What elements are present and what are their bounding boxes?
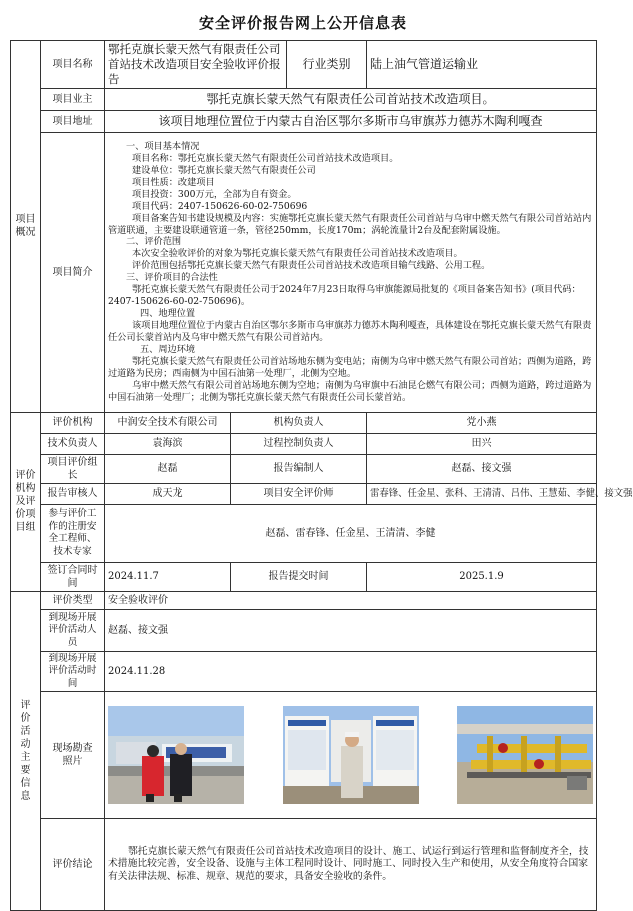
intro-line: 评价范围包括鄂托克旗长蒙天然气有限责任公司首站技术改造项目输气线路、公用工程。 <box>132 260 491 272</box>
intro-line: 项目备案告知书建设规模及内容：实施鄂托克旗长蒙天然气有限责任公司首站与乌审中燃天然气有限公司首站站内管道联通，主要建设联通管道一条，管径250mm，长度170m；涡轮流量计2台及配套附属设施。 <box>108 212 592 236</box>
intro-line: 项目性质：改建项目 <box>132 176 215 188</box>
intro-line: 乌审中燃天然气有限公司首站场地东侧为空地；南侧为乌审旗中石油昆仑燃气有限公司；西侧为道路，跨过道路为中国石油第一处理厂；北侧为鄂托克旗长蒙天然气有限责任公司长蒙首站。 <box>108 379 592 403</box>
project-intro-label: 项目简介 <box>41 132 105 412</box>
project-owner-value: 鄂托克旗长蒙天然气有限责任公司首站技术改造项目。 <box>105 88 597 110</box>
site-photos-label: 现场勘查 照片 <box>41 692 105 819</box>
process-head-label: 过程控制负责人 <box>231 433 367 454</box>
section-project-overview: 项目 概况 <box>11 41 41 413</box>
intro-line: 鄂托克旗长蒙天然气有限责任公司首站场地东侧为变电站；南侧为乌审中燃天然气有限公司首站；西侧为道路，跨过道路为民房；西南侧为中国石油第一处理厂，北侧为空地。 <box>108 355 592 379</box>
industry-value: 陆上油气管道运输业 <box>367 41 597 89</box>
site-photo-3 <box>457 706 593 804</box>
intro-line: 一、项目基本情况 <box>126 140 200 152</box>
contract-date-label: 签订合同时间 <box>41 562 105 591</box>
submit-date-value: 2025.1.9 <box>367 562 597 591</box>
project-address-value: 该项目地理位置位于内蒙古自治区鄂尔多斯市乌审旗苏力德苏木陶利嘎查 <box>105 110 597 132</box>
site-staff-value: 赵磊、接文强 <box>105 609 597 651</box>
conclusion-value: 鄂托克旗长蒙天然气有限责任公司首站技术改造项目的设计、施工、试运行到运行管理和监督制度齐全，技术措施比较完善，安全设备、设施与主体工程同时设计、同时施工、同时投入生产和使用，从安全角度符合国家有关法律法规、标准、规章、规范的要求，具备安全验收的条件。 <box>105 819 597 911</box>
section-evaluation-org: 评价 机构 及评 价项 目组 <box>11 412 41 591</box>
project-name-value: 鄂托克旗长蒙天然气有限责任公司首站技术改造项目安全验收评价报告 <box>105 41 287 89</box>
process-head-value: 田兴 <box>367 433 597 454</box>
document-title: 安全评价报告网上公开信息表 <box>198 14 407 32</box>
safety-assessors-value: 雷春锋、任金星、张科、王清清、吕伟、王慧茹、李健、接文强 <box>367 483 597 504</box>
team-leader-value: 赵磊 <box>105 454 231 483</box>
intro-line: 项目名称：鄂托克旗长蒙天然气有限责任公司首站技术改造项目。 <box>132 152 399 164</box>
tech-head-label: 技术负责人 <box>41 433 105 454</box>
site-photo-1 <box>108 706 244 804</box>
team-leader-label: 项目评价组长 <box>41 454 105 483</box>
intro-line: 二、评价范围 <box>126 236 182 248</box>
report-writer-value: 赵磊、接文强 <box>367 454 597 483</box>
intro-line: 建设单位：鄂托克旗长蒙天然气有限责任公司 <box>132 164 316 176</box>
intro-line: 鄂托克旗长蒙天然气有限责任公司于2024年7月23日取得乌审旗能源局批复的《项目备案告知书》(项目代码：2407-150626-60-02-750696)。 <box>108 284 581 308</box>
evaluation-type-label: 评价类型 <box>41 591 105 609</box>
conclusion-label: 评价结论 <box>41 819 105 911</box>
site-date-value: 2024.11.28 <box>105 651 597 691</box>
submit-date-label: 报告提交时间 <box>231 562 367 591</box>
intro-line: 项目代码：2407-150626-60-02-750696 <box>132 200 308 212</box>
site-photos <box>105 692 597 819</box>
site-date-label: 到现场开展评价活动时间 <box>41 651 105 691</box>
site-staff-label: 到现场开展评价活动人员 <box>41 609 105 651</box>
project-name-label: 项目名称 <box>41 41 105 89</box>
engineers-label: 参与评价工作的注册安全工程师、技术专家 <box>41 504 105 562</box>
intro-line: 三、评价项目的合法性 <box>126 272 218 284</box>
intro-line: 该项目地理位置位于内蒙古自治区鄂尔多斯市乌审旗苏力德苏木陶利嘎查，具体建设在鄂托克旗长蒙天然气有限责任公司长蒙首站内及乌审中燃天然气有限公司首站内。 <box>108 320 592 344</box>
intro-line: 本次安全验收评价的对象为鄂托克旗长蒙天然气有限责任公司首站技术改造项目。 <box>132 248 463 260</box>
reviewer-value: 成天龙 <box>105 483 231 504</box>
evaluation-type-value: 安全验收评价 <box>105 591 597 609</box>
industry-label: 行业类别 <box>287 41 367 89</box>
agency-head-label: 机构负责人 <box>231 412 367 433</box>
contract-date-value: 2024.11.7 <box>105 562 231 591</box>
project-owner-label: 项目业主 <box>41 88 105 110</box>
site-photo-2 <box>283 706 419 804</box>
reviewer-label: 报告审核人 <box>41 483 105 504</box>
intro-line: 五、周边环境 <box>140 344 196 356</box>
safety-assessors-label: 项目安全评价师 <box>231 483 367 504</box>
agency-label: 评价机构 <box>41 412 105 433</box>
intro-line: 项目投资：300万元，全部为自有资金。 <box>132 188 297 200</box>
info-table <box>10 40 633 911</box>
intro-line: 四、地理位置 <box>140 308 196 320</box>
project-address-label: 项目地址 <box>41 110 105 132</box>
agency-head-value: 党小燕 <box>367 412 597 433</box>
engineers-value: 赵磊、雷春锋、任金星、王清清、李健 <box>105 504 597 562</box>
section-evaluation-activity: 评 价 活 动 主 要 信 息 <box>11 591 41 910</box>
agency-value: 中润安全技术有限公司 <box>105 412 231 433</box>
project-intro <box>105 132 597 412</box>
report-writer-label: 报告编制人 <box>231 454 367 483</box>
tech-head-value: 袁海滨 <box>105 433 231 454</box>
